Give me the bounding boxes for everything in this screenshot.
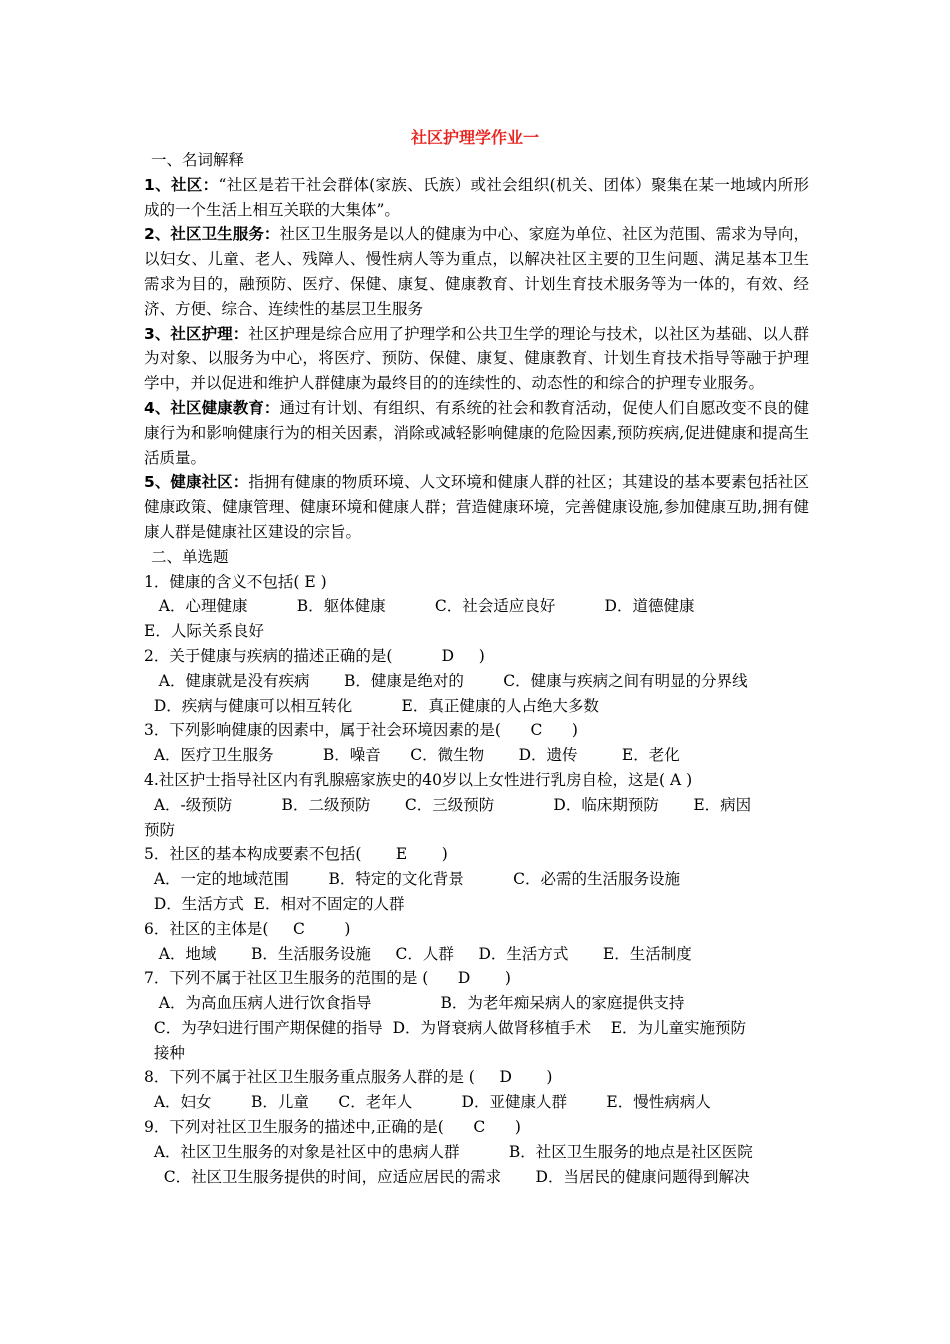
question-stem: 7．下列不属于社区卫生服务的范围的是 ( D ) (144, 969, 511, 988)
question-item (144, 966, 809, 1065)
question-stem: 5．社区的基本构成要素不包括( E ) (144, 845, 448, 864)
definition-item (144, 173, 809, 223)
question-stem: 8．下列不属于社区卫生服务重点服务人群的是 ( D ) (144, 1068, 553, 1087)
question-item (144, 917, 809, 967)
question-stem: 4.社区护士指导社区内有乳腺癌家族史的40岁以上女性进行乳房自检，这是( A ) (144, 770, 693, 789)
question-options-line: 接种 (144, 1043, 185, 1062)
question-options-line: A．健康就是没有疾病 B．健康是绝对的 C．健康与疾病之间有明显的分界线 (144, 671, 748, 690)
definition-term: 3、社区护理： (144, 324, 249, 343)
question-options-line: A．社区卫生服务的对象是社区中的患病人群 B．社区卫生服务的地点是社区医院 (144, 1142, 753, 1161)
question-stem: 1．健康的含义不包括( E ) (144, 572, 327, 591)
section-heading-single-choice: 二、单选题 (151, 547, 229, 566)
definition-text: 指拥有健康的物质环境、人文环境和健康人群的社区；其建设的基本要素包括社区健康政策、健康管理、健康环境和健康人群；营造健康环境，完善健康设施,参加健康互助,拥有健康人群是健康社区建设的宗旨。 (144, 473, 809, 541)
question-item (144, 1065, 809, 1115)
question-options-line: A．心理健康 B．躯体健康 C．社会适应良好 D．道德健康 (144, 597, 695, 616)
question-item (144, 570, 809, 644)
question-options-line: A．-级预防 B．二级预防 C．三级预防 D．临床期预防 E．病因 (144, 795, 752, 814)
question-stem: 6．社区的主体是( C ) (144, 919, 351, 938)
question-stem: 3．下列影响健康的因素中，属于社会环境因素的是( C ) (144, 721, 578, 740)
question-item (144, 718, 809, 768)
questions-list (144, 570, 809, 1190)
document-title: 社区护理学作业一 (410, 128, 539, 147)
definition-text: “社区是若干社会群体(家族、氏族）或社会组织(机关、团体）聚集在某一地域内所形成的一个生活上相互关联的大集体”。 (144, 175, 809, 219)
section-heading-definitions: 一、名词解释 (151, 151, 245, 169)
definition-item (144, 222, 809, 321)
question-item (144, 1115, 809, 1189)
definition-item (144, 322, 809, 396)
definition-term: 5、健康社区： (144, 473, 249, 492)
question-options-line: C．社区卫生服务提供的时间，应适应居民的需求 D．当居民的健康问题得到解决 (144, 1167, 750, 1186)
definition-item (144, 396, 809, 470)
question-stem: 9．下列对社区卫生服务的描述中,正确的是( C ) (144, 1118, 521, 1137)
definition-term: 2、社区卫生服务： (144, 225, 280, 244)
question-options-line: 预防 (144, 820, 176, 839)
question-options-line: D．疾病与健康可以相互转化 E．真正健康的人占绝大多数 (144, 696, 599, 715)
question-options-line: C．为孕妇进行围产期保健的指导 D．为肾衰病人做肾移植手术 E．为儿童实施预防 (144, 1018, 747, 1037)
question-stem: 2．关于健康与疾病的描述正确的是( D ) (144, 646, 485, 665)
question-options-line: A．妇女 B．儿童 C．老年人 D．亚健康人群 E．慢性病病人 (144, 1093, 711, 1112)
definitions-list (144, 173, 809, 545)
question-options-line: A．一定的地域范围 B．特定的文化背景 C．必需的生活服务设施 (144, 870, 680, 889)
question-item (144, 768, 809, 842)
definition-item (144, 470, 809, 544)
question-item (144, 842, 809, 916)
question-options-line: A．为高血压病人进行饮食指导 B．为老年痴呆病人的家庭提供支持 (144, 994, 685, 1013)
definition-text: 社区护理是综合应用了护理学和公共卫生学的理论与技术，以社区为基础、以人群为对象、以服务为中心，将医疗、预防、保健、康复、健康教育、计划生育技术指导等融于护理学中，并以促进和维护人群健康为最终目的的连续性的、动态性的和综合的护理专业服务。 (144, 324, 809, 393)
definition-term: 4、社区健康教育： (144, 398, 280, 417)
definition-text: 通过有计划、有组织、有系统的社会和教育活动，促使人们自愿改变不良的健康行为和影响健康行为的相关因素，消除或减轻影响健康的危险因素,预防疾病,促进健康和提高生活质量。 (144, 398, 809, 467)
document-body (144, 148, 809, 1189)
definition-text: 社区卫生服务是以人的健康为中心、家庭为单位、社区为范围、需求为导向，以妇女、儿童、老人、残障人、慢性病人等为重点，以解决社区主要的卫生问题、满足基本卫生需求为目的，融预防、医疗、保健、康复、健康教育、计划生育技术服务等为一体的，有效、经济、方便、综合、连续性的基层卫生服务 (144, 225, 809, 318)
question-options-line: D．生活方式 E．相对不固定的人群 (144, 894, 405, 913)
definition-term: 1、社区： (144, 175, 219, 194)
question-options-line: A．地域 B．生活服务设施 C．人群 D．生活方式 E．生活制度 (144, 944, 692, 963)
question-item (144, 644, 809, 718)
question-options-line: E．人际关系良好 (144, 622, 264, 641)
question-options-line: A．医疗卫生服务 B．噪音 C．微生物 D．遗传 E．老化 (144, 746, 680, 765)
